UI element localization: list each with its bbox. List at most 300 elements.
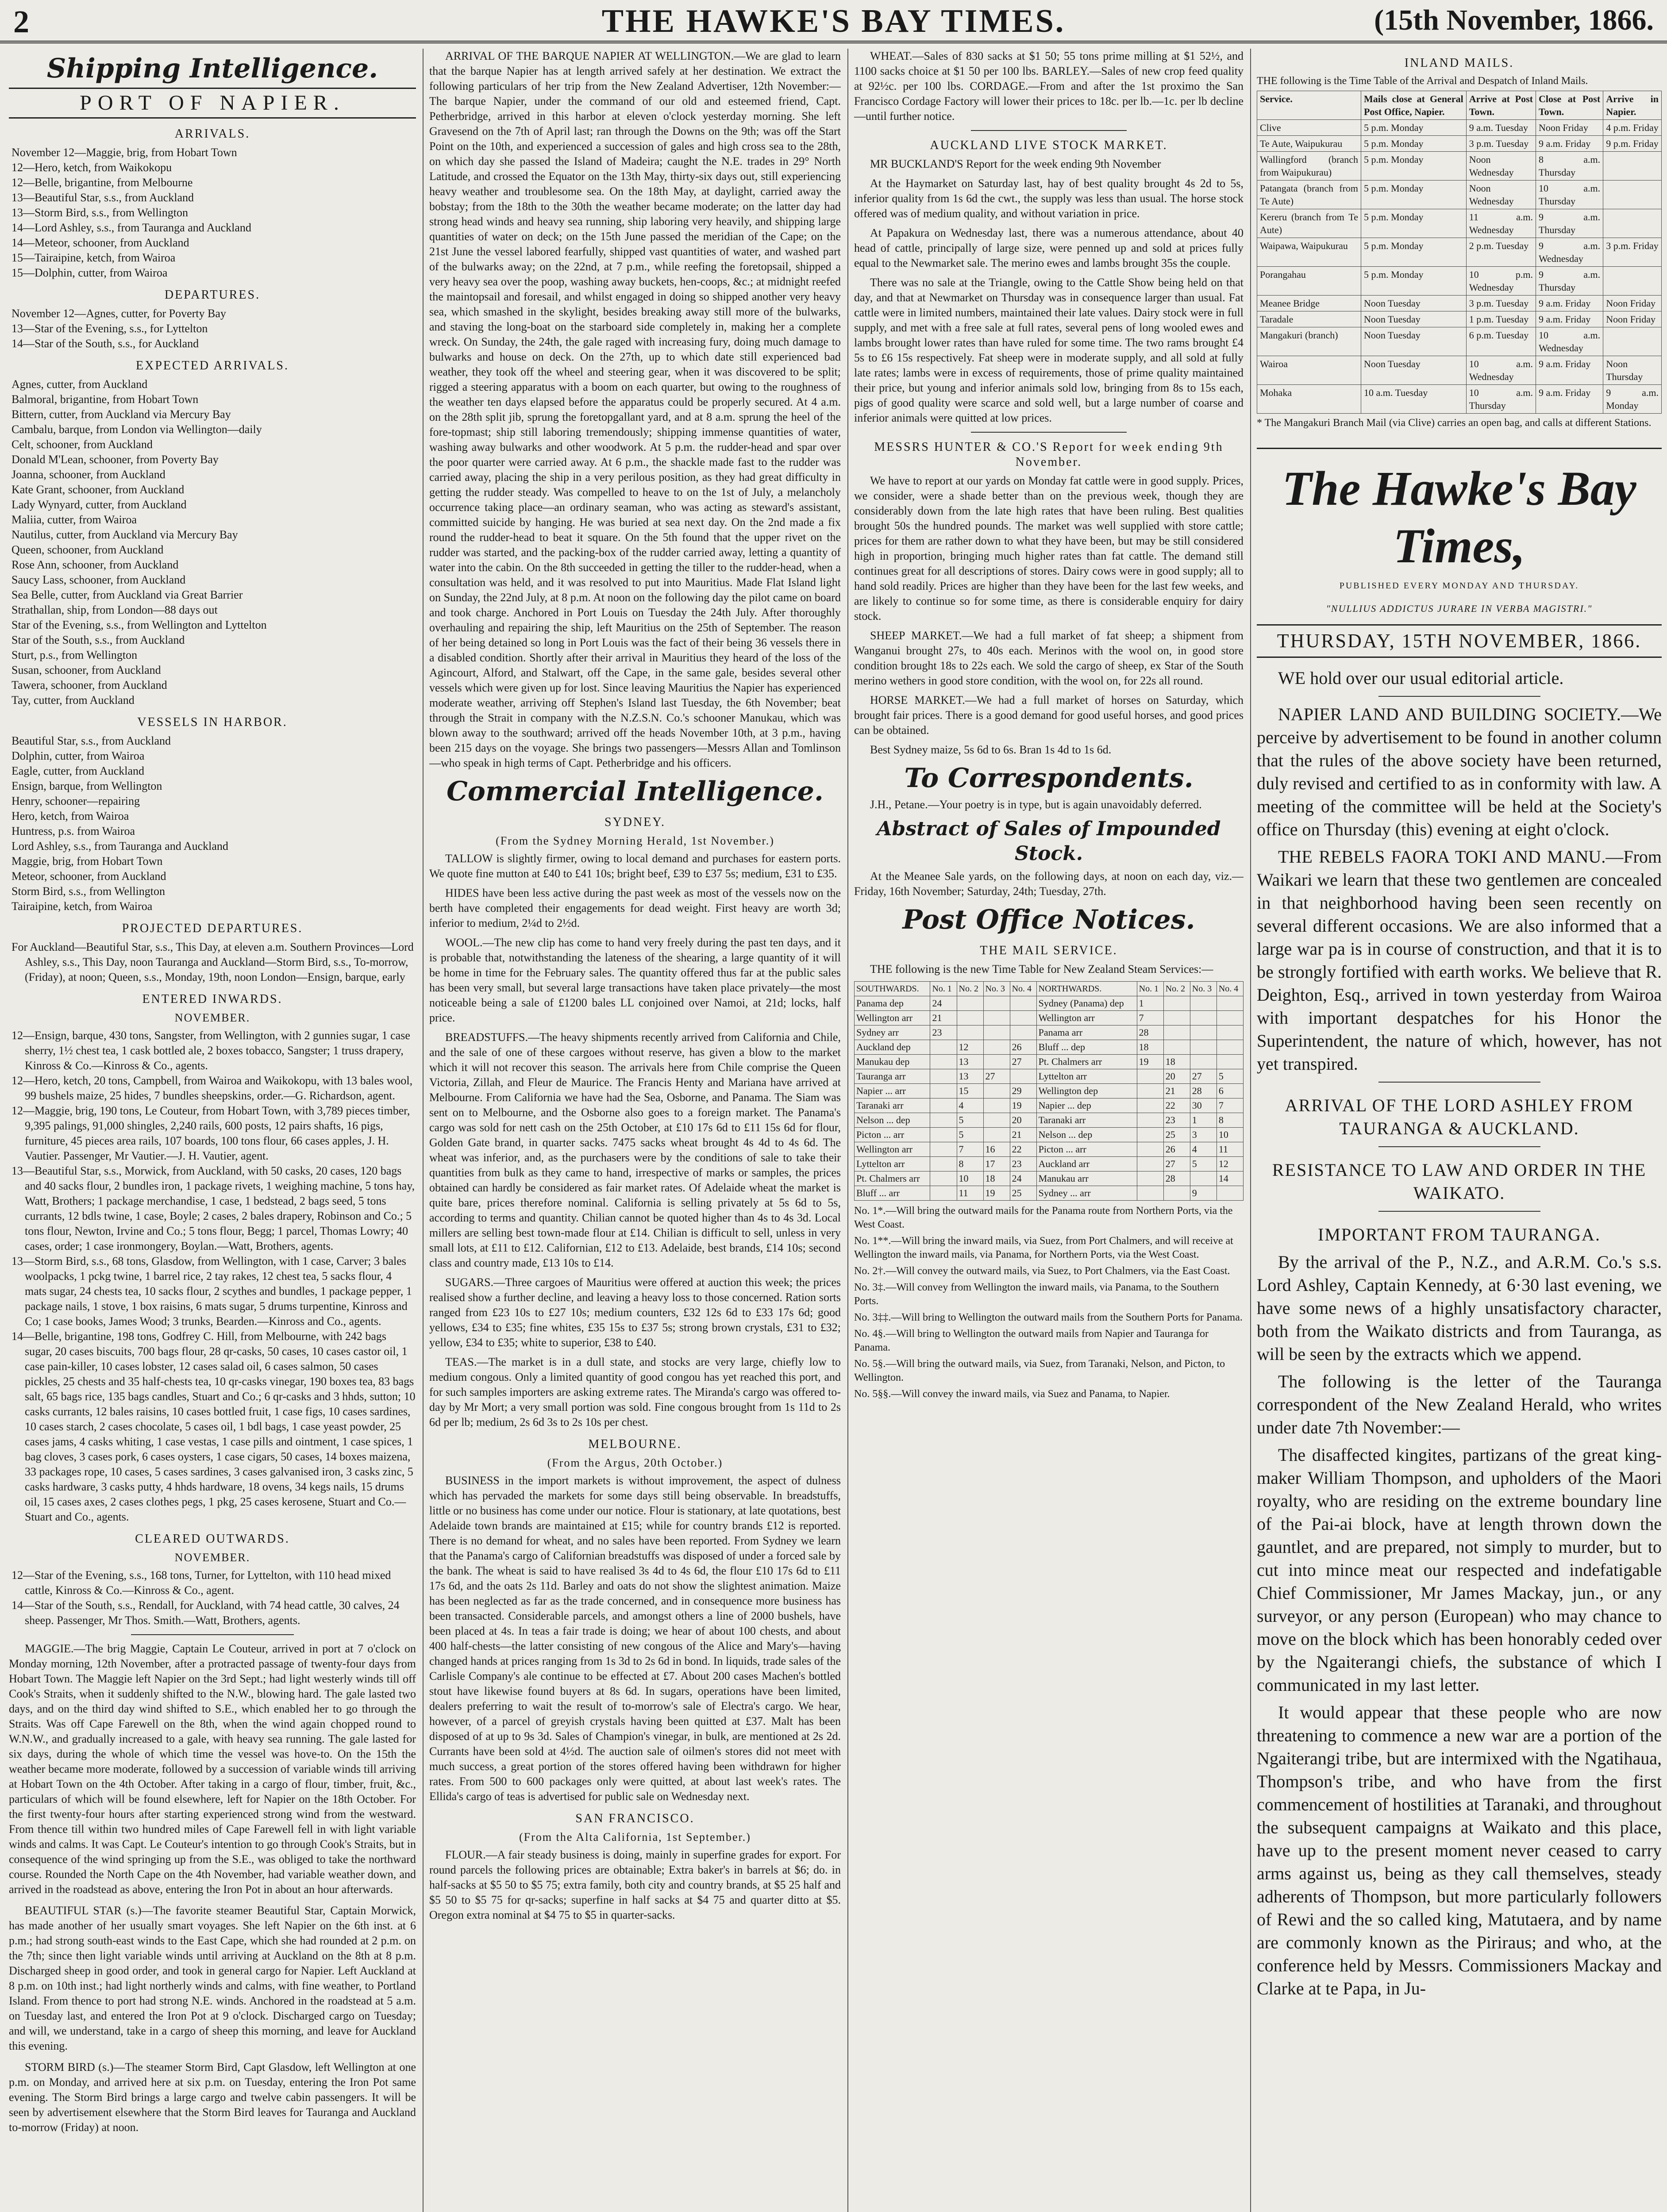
table-cell bbox=[930, 1055, 957, 1069]
table-cell: 26 bbox=[1010, 1040, 1036, 1055]
napier-arrival-article: ARRIVAL OF THE BARQUE NAPIER AT WELLINGTON.—We are glad to learn that the barque Napier has at length arrived safely at her destination. We extract the following particulars of her trip from the New Zealand Advertiser, 12th November:—The barque Napier, under the command of our old and esteemed friend, Capt. Petherbridge, arrived in this harbor at eleven o'clock yesterday morning. She left Gravesend on the 7th of April last; ran through the Downs on the 9th; was off the Start Point on the 10th, and experienced a succession of gales and high cross sea to the 28th, on which day she passed the Island of Madeira; caught the N.E. trades in 29° North Latitude, and crossed the Equator on the 13th May, thirty-six days out, still experiencing heavy weather and troublesome sea. On the 18th May, at daylight, carried away the bobstay; from the 18th to the 30th the weather became moderate; on the latter day had strong head winds and heavy sea running, ship laboring very heavily, and shipping large quantities of water on deck; on the 15th June passed the meridian of the Cape; on the 21st June the vessel labored fearfully, shipped vast quantities of water, and washed part of the bulwarks away; on the 22nd, at 7 p.m., while reefing the foretopsail, shipped a very heavy sea over the poop, washing away buckets, hen-coops, &c.; at midnight reefed the maintopsail and foresail, and whilst engaged in doing so shipped another very heavy sea, which smashed in the skylight, besides breaking away still more of the bulwarks, and staving the long-boat on the starboard side completely in, making her a complete wreck. On Sunday, the 24th, the gale raged with increasing fury, doing much damage to bulwarks and house on deck. On the 27th, up to which date still experienced bad weather, they took off the wheel and steering gear, when it was discovered to be split; rigged a steering apparatus with a boom on each quarter, but owing to the roughness of the weather ten days elapsed before the apparatus could be properly secured. At 4 a.m. on the 28th split jib, sprung the foretopgallant yard, and at 8 a.m. sprung the heel of the fore-topmast; ship still laboring tremendously; shipping immense quantities of water, washing away bulwarks and other woodwork. At 5 p.m. the rudder-head and spar over the poor quarter were carried away. At 6 p.m., the shackle made fast to the rudder was carried away, placing the ship in a very perilous position, as they had great difficulty in getting the rudder steady. Was compelled to heave to on the 1st of July, a melancholy occurrence taking place—an ordinary seaman, who was acting as steward's assistant, committed suicide by hanging. He was buried at sea next day. On the 2nd made a fix round the rudder-head to beat it square. On the 5th found that the upper rivet on the rudder was started, and the packing-box of the rudder carried away, letting a quantity of water into the cabin. On the 8th succeeded in getting the tiller to the rudder-head, when a consultation was held, and it was resolved to put into Mauritius. Made Flat Island light on Sunday, the 22nd July, at 8 p.m. At noon on the following day the pilot came on board and took charge. Anchored in Port Louis on Tuesday the 24th July. After thoroughly overhauling and repairing the ship, left Mauritius on the 25th of September. The reason of her being detained so long in Port Louis was the fact of their being 36 vessels there in a disabled condition. Shortly after their arrival in Mauritius they heard of the loss of the Agincourt, Alford, and Stalwart, off the Cape, in the same gale, besides several other vessels which were given up for lost. Since leaving Mauritius the Napier has experienced moderate weather, arriving off Stephen's Island last Tuesday, the 6th November; beat through the Strait in company with the N.Z.S.N. Co.'s schooner Manukau, which was blown away to the southward; arrived off the heads November 10th, at 3 p.m., having been 215 days on the voyage. She brings two passengers—Messrs Allan and Tomlinson—who speak in high terms of Capt. Petherbridge and his officers. bbox=[429, 50, 841, 769]
table-cell: Wellington arr bbox=[855, 1142, 930, 1157]
table-cell: Kereru (branch from Te Aute) bbox=[1257, 209, 1361, 238]
table-cell: Napier ... arr bbox=[855, 1084, 930, 1098]
table-cell bbox=[1010, 1069, 1036, 1084]
list-item: MR BUCKLAND'S Report for the week ending 9th November bbox=[870, 157, 1161, 170]
table-row bbox=[855, 1011, 1244, 1025]
table-cell: Picton ... arr bbox=[1036, 1142, 1137, 1157]
impounded-text: At the Meanee Sale yards, on the following days, at noon on each day, viz.—Friday, 16th November; Saturday, 24th; Tuesday, 27th. bbox=[854, 870, 1244, 898]
table-cell: Wairoa bbox=[1257, 356, 1361, 385]
table-cell: 9 a.m. Friday bbox=[1536, 136, 1603, 152]
table-cell: 21 bbox=[930, 1011, 957, 1025]
list-item: Tairaipine, ketch, from Wairoa bbox=[12, 900, 153, 913]
mail-notes bbox=[854, 1204, 1244, 1401]
list-item: NAPIER LAND AND BUILDING SOCIETY.—We perceive by advertisement to be found in another column that the rules of the above society have been returned, duly revised and certified to as in conformity with law. A meeting of the committee will be held at the Society's office on Thursday (this) evening at eight o'clock. bbox=[1257, 704, 1662, 839]
column-commercial bbox=[429, 49, 841, 2212]
table-cell bbox=[983, 1025, 1010, 1040]
table-cell bbox=[1163, 996, 1190, 1011]
list-item: 13—Beautiful Star, s.s., from Auckland bbox=[12, 191, 194, 204]
table-cell bbox=[1190, 1011, 1217, 1025]
table-cell: Manukau arr bbox=[1036, 1171, 1137, 1186]
table-cell: 10 a.m. Wednesday bbox=[1466, 356, 1536, 385]
table-cell bbox=[983, 1055, 1010, 1069]
list-item: Best Sydney maize, 5s 6d to 6s. Bran 1s 4d to 1s 6d. bbox=[870, 743, 1112, 756]
table-cell bbox=[930, 1084, 957, 1098]
table-cell: 11 a.m. Wednesday bbox=[1466, 209, 1536, 238]
table-header-cell: No. 2 bbox=[1163, 982, 1190, 996]
table-cell: 10 bbox=[957, 1171, 983, 1186]
list-item: Hero, ketch, from Wairoa bbox=[12, 810, 129, 822]
table-cell: 27 bbox=[1010, 1055, 1036, 1069]
table-row bbox=[1257, 356, 1662, 385]
livestock-paragraphs bbox=[854, 157, 1244, 426]
table-header-cell: Close at Post Town. bbox=[1536, 91, 1603, 120]
table-cell bbox=[1137, 1084, 1163, 1098]
table-cell: Wellington arr bbox=[1036, 1011, 1137, 1025]
livestock-heading: AUCKLAND LIVE STOCK MARKET. bbox=[930, 138, 1168, 152]
table-cell: 4 p.m. Friday bbox=[1603, 120, 1662, 136]
list-item: The following is the letter of the Tauranga correspondent of the New Zealand Herald, who writes under date 7th November:— bbox=[1257, 1371, 1662, 1437]
list-item: Saucy Lass, schooner, from Auckland bbox=[12, 573, 186, 586]
table-cell: Noon Tuesday bbox=[1361, 296, 1467, 311]
table-header-cell: No. 3 bbox=[1190, 982, 1217, 996]
page-number: 2 bbox=[13, 4, 29, 39]
table-cell: 10 p.m. Wednesday bbox=[1466, 267, 1536, 296]
table-cell: 2 p.m. Tuesday bbox=[1466, 238, 1536, 267]
table-cell: 23 bbox=[930, 1025, 957, 1040]
table-row bbox=[855, 1157, 1244, 1171]
table-cell: Patangata (branch from Te Aute) bbox=[1257, 180, 1361, 209]
table-cell: 21 bbox=[1010, 1128, 1036, 1142]
mail-timetable-body bbox=[855, 996, 1244, 1201]
table-header-cell: No. 3 bbox=[983, 982, 1010, 996]
list-item: Star of the Evening, s.s., from Wellington and Lyttelton bbox=[12, 618, 267, 631]
table-header-cell: Mails close at General Post Office, Napier. bbox=[1361, 91, 1467, 120]
table-cell: 6 bbox=[1217, 1084, 1243, 1098]
list-item: It would appear that these people who are now threatening to commence a new war are a portion of the Ngaiterangi tribe, but are intermixed with the Ngatihaua, Thompson's tribe, and who have from the first commencement of hostilities at Taranaki, and throughout the subsequent campaigns at Waikato and this place, have up to the present moment never ceased to carry arms against us, being as they call themselves, steady adherents of Thompson, but more particularly followers of Rewi and the so called king, Matutaera, and by name are commonly known as the Piriraus; and who, at the conference held by Messrs. Commissioners Mackay and Clarke at te Papa, in Ju- bbox=[1257, 1702, 1662, 1998]
list-item: 14—Meteor, schooner, from Auckland bbox=[12, 236, 189, 249]
table-cell: Pt. Chalmers arr bbox=[855, 1171, 930, 1186]
list-item: Maliia, cutter, from Wairoa bbox=[12, 513, 137, 526]
list-item: No. 5§.—Will bring the outward mails, via Suez, from Taranaki, Nelson, and Picton, to Wellington. bbox=[854, 1358, 1225, 1383]
table-cell: 5 bbox=[1217, 1069, 1243, 1084]
ship-notes bbox=[9, 1641, 416, 2135]
list-item: Bittern, cutter, from Auckland via Mercury Bay bbox=[12, 408, 231, 421]
list-item: Queen, schooner, from Auckland bbox=[12, 543, 164, 556]
table-cell: 23 bbox=[1163, 1113, 1190, 1128]
table-cell: 12 bbox=[1217, 1157, 1243, 1171]
impounded-heading: Abstract of Sales of Impounded Stock. bbox=[877, 818, 1221, 865]
list-item: No. 3‡‡.—Will bring to Wellington the outward mails from the Southern Ports for Panama. bbox=[854, 1312, 1243, 1323]
table-row bbox=[1257, 180, 1662, 209]
table-header-cell: No. 4 bbox=[1217, 982, 1243, 996]
table-cell: 10 a.m. Wednesday bbox=[1536, 327, 1603, 356]
table-cell bbox=[1190, 1040, 1217, 1055]
inland-table-body bbox=[1257, 120, 1662, 414]
table-cell: 1 bbox=[1190, 1113, 1217, 1128]
table-cell bbox=[1217, 996, 1243, 1011]
table-cell bbox=[1163, 1011, 1190, 1025]
table-cell: 9 a.m. Monday bbox=[1603, 385, 1662, 414]
table-cell: Picton ... arr bbox=[855, 1128, 930, 1142]
table-cell: 21 bbox=[1163, 1084, 1190, 1098]
table-cell bbox=[1137, 1142, 1163, 1157]
table-cell: 14 bbox=[1217, 1171, 1243, 1186]
sanfrancisco-heading: SAN FRANCISCO. bbox=[575, 1812, 695, 1825]
table-header-cell: Service. bbox=[1257, 91, 1361, 120]
table-cell bbox=[1163, 1025, 1190, 1040]
table-cell: 9 a.m. Tuesday bbox=[1466, 120, 1536, 136]
list-item: No. 4§.—Will bring to Wellington the outward mails from Napier and Tauranga for Panama. bbox=[854, 1328, 1209, 1353]
list-item: Henry, schooner—repairing bbox=[12, 795, 140, 807]
table-cell bbox=[1217, 1011, 1243, 1025]
inland-table-header bbox=[1257, 91, 1662, 120]
list-item: 13—Beautiful Star, s.s., Morwick, from Auckland, with 50 casks, 20 cases, 120 bags and 40 sacks flour, 2 bundles iron, 1 package rivets, 1 weighing machine, 5 tons hay, Watt, Brothers; 1 package merchandise, 1 case, 1 bedstead, 2 bags seed, 5 tons currants, 12 bdls twine, 1 case, Boyle; 2 cases, 2 bales drapery, Robinson and Co.; 5 tons flour, Newton, Irvine and Co.; 5 tons flour, Begg; 1 parcel, Thomas Lowry; 40 cases, order; 1 case ironmongery, Boylan.—Watt, Brothers, agents. bbox=[12, 1164, 415, 1252]
lord-ashley-heading: ARRIVAL OF THE LORD ASHLEY FROM TAURANGA & AUCKLAND. bbox=[1285, 1095, 1634, 1138]
table-cell: 5 p.m. Monday bbox=[1361, 136, 1467, 152]
divider bbox=[131, 1634, 294, 1635]
expected-list bbox=[9, 377, 416, 708]
table-header-cell: Arrive in Napier. bbox=[1603, 91, 1662, 120]
table-cell: Bluff ... arr bbox=[855, 1186, 930, 1201]
list-item: SHEEP MARKET.—We had a full market of fat sheep; a shipment from Wanganui brought 27s, to 40s each. Merinos with the wool on, in good store condition brought 18s to 22s each. We sold the cargo of sheep, ex Star of the South merino wethers in good store condition, with the wool on, for 22s all round. bbox=[854, 629, 1244, 687]
list-item: HIDES have been less active during the past week as most of the vessels now on the berth have completed their engagements for dead weight. First heavy are worth 3d; inferior to medium, 2¼d to 2½d. bbox=[429, 887, 841, 929]
table-cell: 30 bbox=[1190, 1098, 1217, 1113]
table-cell bbox=[930, 1040, 957, 1055]
table-cell bbox=[930, 1113, 957, 1128]
list-item: Sea Belle, cutter, from Auckland via Great Barrier bbox=[12, 588, 243, 601]
table-cell bbox=[930, 1142, 957, 1157]
port-heading: PORT OF NAPIER. bbox=[9, 88, 416, 119]
divider bbox=[1378, 1211, 1540, 1212]
harbor-heading: VESSELS IN HARBOR. bbox=[137, 715, 288, 729]
list-item: 15—Tairaipine, ketch, from Wairoa bbox=[12, 251, 176, 264]
departures-list bbox=[9, 306, 416, 351]
list-item: Beautiful Star, s.s., from Auckland bbox=[12, 734, 171, 747]
table-cell: Auckland arr bbox=[1036, 1157, 1137, 1171]
table-cell: Wallingford (branch from Waipukurau) bbox=[1257, 152, 1361, 180]
table-cell: Mohaka bbox=[1257, 385, 1361, 414]
table-cell: Panama dep bbox=[855, 996, 930, 1011]
table-cell: Porangahau bbox=[1257, 267, 1361, 296]
table-cell: 8 a.m. Thursday bbox=[1536, 152, 1603, 180]
table-cell: Wellington arr bbox=[855, 1011, 930, 1025]
table-cell bbox=[1137, 1069, 1163, 1084]
table-cell bbox=[930, 1157, 957, 1171]
table-cell: 3 bbox=[1190, 1128, 1217, 1142]
list-item: November 12—Maggie, brig, from Hobart Town bbox=[12, 146, 237, 159]
list-item: 12—Star of the Evening, s.s., 168 tons, Turner, for Lyttelton, with 110 head mixed cattle, Kinross & Co.—Kinross & Co., agent. bbox=[12, 1569, 391, 1597]
table-cell bbox=[983, 1040, 1010, 1055]
list-item: TEAS.—The market is in a dull state, and stocks are very large, chiefly low to medium congous. Only a limited quantity of good congou has yet reached this port, and for such samples importers are asking extreme rates. The Miranda's cargo was offered to-day by Mr Mort; a very small portion was sold. Fine congous brought from 1s 11d to 2s 6d per lb; medium, 2s 6d 3s to 2s 10s per chest. bbox=[429, 1356, 841, 1429]
editorial-body bbox=[1257, 667, 1662, 2000]
list-item: No. 1*.—Will bring the outward mails for the Panama route from Northern Ports, via the West Coast. bbox=[854, 1205, 1233, 1230]
table-cell: 16 bbox=[983, 1142, 1010, 1157]
table-cell: 9 p.m. Friday bbox=[1603, 136, 1662, 152]
list-item: Susan, schooner, from Auckland bbox=[12, 664, 161, 676]
table-cell bbox=[1603, 180, 1662, 209]
list-item: MAGGIE.—The brig Maggie, Captain Le Couteur, arrived in port at 7 o'clock on Monday morning, 12th November, after a protracted passage of twenty-four days from Hobart Town. The Maggie left Napier on the 3rd Sept.; had light westerly winds till off Cook's Straits, when it suddenly shifted to the N.W., blowing hard. The gale lasted two days, and on the third day wind shifted to S.E., which enabled her to go through the Straits. Was off Cape Farewell on the 8th, when the wind again chopped round to W.N.W., and gradually increased to a gale, with heavy sea running. The gale lasted for six days, during the whole of which time the vessel was hove-to. On the 15th the weather became more moderate, followed by a succession of variable winds till arriving at Hobart Town on the 4th October. After taking in a cargo of flour, timber, fruit, &c., particulars of which will be found elsewhere, left for Napier on the 18th October. For the first twenty-four hours after starting experienced strong wind from the westward. From thence till within two hundred miles of Cape Farewell fell in with light variable winds and calms. It was Capt. Le Couteur's intention to go through Cook's Straits, but in consequence of the wind springing up from the S.E., was obliged to take the northward course. Rounded the North Cape on the 4th November, had variable weather down, and arrived in the roadstead as above, entering the Iron Pot in about an hour afterwards. bbox=[9, 1642, 416, 1896]
table-cell: 18 bbox=[1137, 1040, 1163, 1055]
table-cell bbox=[1137, 1157, 1163, 1171]
table-cell: 5 p.m. Monday bbox=[1361, 209, 1467, 238]
table-cell: 27 bbox=[983, 1069, 1010, 1084]
divider bbox=[1378, 1082, 1540, 1083]
table-cell bbox=[930, 1069, 957, 1084]
hunter-heading: MESSRS HUNTER & CO.'S Report for week ending 9th November. bbox=[874, 440, 1224, 469]
table-cell: Tauranga arr bbox=[855, 1069, 930, 1084]
table-cell: 11 bbox=[957, 1186, 983, 1201]
mail-timetable bbox=[854, 981, 1244, 1201]
list-item: Tawera, schooner, from Auckland bbox=[12, 679, 167, 691]
table-cell: 25 bbox=[1010, 1186, 1036, 1201]
table-cell: Bluff ... dep bbox=[1036, 1040, 1137, 1055]
list-item: Dolphin, cutter, from Wairoa bbox=[12, 749, 145, 762]
table-cell: 13 bbox=[957, 1055, 983, 1069]
table-cell bbox=[1190, 1055, 1217, 1069]
sydney-source: (From the Sydney Morning Herald, 1st November.) bbox=[496, 834, 774, 847]
list-item: The disaffected kingites, partizans of the great king-maker William Thompson, and upholders of the Maori royalty, who are residing on the extreme boundary line of the Pai-ai block, have at length thrown down the gauntlet, and are prepared, not simply to murder, but to cut into mince meat our respected and indefatigable Chief Commissioner, Mr James Mackay, jun., or any surveyor, or any person (European) who may chance to move on the block which has been honorably ceded over by the Ngaiterangi chiefs, the substance of which I communicated in my last letter. bbox=[1257, 1445, 1662, 1695]
melbourne-paragraphs bbox=[429, 1473, 841, 1804]
table-row bbox=[1257, 267, 1662, 296]
editorial-masthead: The Hawke's Bay Times, bbox=[1257, 448, 1662, 575]
list-item: 12—Hero, ketch, 20 tons, Campbell, from Wairoa and Waikokopu, with 13 bales wool, 99 bushels maize, 25 hides, 7 bundles sheepskins, order.—G. Richardson, agent. bbox=[12, 1074, 413, 1102]
table-cell bbox=[1217, 1055, 1243, 1069]
list-item: HORSE MARKET.—We had a full market of horses on Saturday, which brought fair prices. There is a good demand for good useful horses, and good prices can be obtained. bbox=[854, 694, 1244, 737]
table-cell: 5 bbox=[957, 1113, 983, 1128]
tauranga-heading: IMPORTANT FROM TAURANGA. bbox=[1318, 1225, 1601, 1244]
table-cell bbox=[1190, 996, 1217, 1011]
table-cell: 19 bbox=[983, 1186, 1010, 1201]
list-item: Joanna, schooner, from Auckland bbox=[12, 468, 166, 481]
table-cell: 7 bbox=[957, 1142, 983, 1157]
list-item: Strathallan, ship, from London—88 days out bbox=[12, 603, 218, 616]
table-cell: 10 bbox=[1217, 1128, 1243, 1142]
entered-list bbox=[9, 1028, 416, 1525]
table-cell: 9 a.m. Friday bbox=[1536, 296, 1603, 311]
tauranga-paragraphs bbox=[1257, 1251, 1662, 2000]
table-cell: 9 a.m. Friday bbox=[1536, 311, 1603, 327]
table-cell bbox=[957, 1011, 983, 1025]
table-cell: Auckland dep bbox=[855, 1040, 930, 1055]
list-item: Balmoral, brigantine, from Hobart Town bbox=[12, 393, 199, 406]
table-header-cell: No. 2 bbox=[957, 982, 983, 996]
table-cell: 10 a.m. Thursday bbox=[1466, 385, 1536, 414]
table-row bbox=[855, 1113, 1244, 1128]
list-item: 15—Dolphin, cutter, from Wairoa bbox=[12, 266, 168, 279]
table-cell: 27 bbox=[1190, 1069, 1217, 1084]
editorial-date: THURSDAY, 15TH NOVEMBER, 1866. bbox=[1257, 624, 1662, 658]
table-cell bbox=[957, 1025, 983, 1040]
table-cell: Mangakuri (branch) bbox=[1257, 327, 1361, 356]
list-item: 13—Star of the Evening, s.s., for Lyttelton bbox=[12, 322, 208, 335]
column-rule bbox=[1250, 49, 1251, 2212]
table-cell bbox=[1137, 1171, 1163, 1186]
table-cell: Clive bbox=[1257, 120, 1361, 136]
table-cell: Noon Tuesday bbox=[1361, 327, 1467, 356]
divider bbox=[1378, 696, 1540, 697]
list-item: 14—Star of the South, s.s., Rendall, for Auckland, with 74 head cattle, 30 calves, 24 sheep. Passenger, Mr Thos. Smith.—Watt, Brothers, agents. bbox=[12, 1599, 400, 1627]
list-item: 12—Maggie, brig, 190 tons, Le Couteur, from Hobart Town, with 3,789 pieces timber, 9,395 palings, 91,000 shingles, 2,240 rails, 600 posts, 12 pairs shafts, 16 pigs, furniture, 45 pieces area rails, 107 boards, 100 tons flour, 66 cases apples, J. H. Vautier. Passenger, Mr Vautier.—J. H. Vautier, agent. bbox=[12, 1104, 410, 1162]
table-header-cell: Arrive at Post Town. bbox=[1466, 91, 1536, 120]
table-cell: 3 p.m. Friday bbox=[1603, 238, 1662, 267]
table-cell: 20 bbox=[1163, 1069, 1190, 1084]
table-cell: Taranaki arr bbox=[855, 1098, 930, 1113]
table-cell bbox=[1217, 1025, 1243, 1040]
list-item: 14—Star of the South, s.s., for Auckland bbox=[12, 337, 199, 350]
correspondents-heading: To Correspondents. bbox=[904, 763, 1193, 794]
table-cell bbox=[1137, 1113, 1163, 1128]
list-item: We have to report at our yards on Monday fat cattle were in good supply. Prices, we consider, were a shade better than on the previous week, though they are considerably down from the late high rates that have been ruling. Best qualities brought 50s the hundred pounds. The market was well supplied with store cattle; prices for them are rather down to what they have been, but may be still considered high in proportion, bringing much higher rates than fat cattle. The demand still continues great for all descriptions of stores. Dairy cows were in good supply; all to hand sold readily. Prices are higher than they have been for the last few weeks, and are likely to continue so for some time, as there is considerable enquiry for dairy stock. bbox=[854, 474, 1244, 622]
editorial-intro: WE hold over our usual editorial article. bbox=[1278, 668, 1564, 688]
table-row bbox=[855, 1025, 1244, 1040]
table-cell bbox=[983, 1084, 1010, 1098]
table-row bbox=[855, 1128, 1244, 1142]
table-row bbox=[855, 996, 1244, 1011]
table-cell bbox=[1603, 152, 1662, 180]
entered-month: NOVEMBER. bbox=[174, 1011, 250, 1024]
table-cell: 13 bbox=[957, 1069, 983, 1084]
table-cell: 6 p.m. Tuesday bbox=[1466, 327, 1536, 356]
column-rule bbox=[847, 49, 848, 2212]
table-cell: 18 bbox=[983, 1171, 1010, 1186]
column-editorial bbox=[1257, 49, 1662, 2212]
table-cell: Nelson ... dep bbox=[1036, 1128, 1137, 1142]
table-cell: 15 bbox=[957, 1084, 983, 1098]
table-cell: Sydney arr bbox=[855, 1025, 930, 1040]
list-item: Storm Bird, s.s., from Wellington bbox=[12, 885, 165, 898]
harbor-list bbox=[9, 733, 416, 914]
table-cell: 22 bbox=[1010, 1142, 1036, 1157]
table-cell: 1 p.m. Tuesday bbox=[1466, 311, 1536, 327]
table-cell: 20 bbox=[1010, 1113, 1036, 1128]
list-item: Donald M'Lean, schooner, from Poverty Bay bbox=[12, 453, 219, 466]
table-cell bbox=[1137, 1186, 1163, 1201]
table-cell: Meanee Bridge bbox=[1257, 296, 1361, 311]
inland-mails-intro: THE following is the Time Table of the Arrival and Despatch of Inland Mails. bbox=[1257, 75, 1588, 87]
publication-line: PUBLISHED EVERY MONDAY AND THURSDAY. bbox=[1339, 581, 1579, 591]
table-cell: 19 bbox=[1137, 1055, 1163, 1069]
table-cell bbox=[1217, 1186, 1243, 1201]
section-heading-shipping: Shipping Intelligence. bbox=[46, 53, 378, 84]
table-row bbox=[855, 1055, 1244, 1069]
table-header-cell: No. 4 bbox=[1010, 982, 1036, 996]
list-item: No. 3‡.—Will convey from Wellington the inward mails, via Panama, to the Southern Ports. bbox=[854, 1282, 1219, 1307]
table-header-cell: No. 1 bbox=[930, 982, 957, 996]
list-item: Kate Grant, schooner, from Auckland bbox=[12, 483, 185, 496]
list-item: BREADSTUFFS.—The heavy shipments recently arrived from California and Chile, and the sale of one of these cargoes without reserve, has given a blow to the market which it will not recover this season. The arrivals here from Chile comprise the Queen Victoria, Zillah, and Fleur de Maurice. The Francis Henty and Mariana have arrived at Melbourne. From California we have had the Sea, Osborne, and Panama. The Siam was sent on to Melbourne, and the Osborne also goes to a foreign market. The Panama's cargo was sold for nett cash on the 25th October, at £10 17s 6d to £11 15s 6d for flour, Golden Gate brand, in quarter sacks. 7475 sacks wheat brought 4s 4d to 4s 6d. The wheat was inferior, and, as the purchasers were by the conditions of sale to take their quantities from bulk as they came to hand, irrespective of marks or samples, the prices obtained can hardly be considered as fair market rates. Of Adelaide wheat the market is quite bare, prices therefore nominal. California is selling privately at 5s 6d to 5s, according to terms and quantity. Chilian cannot be quoted higher than 4s to 4s 3d. Local millers are selling best town-made flour at £14. Chilian is difficult to sell, unless in very small lots, at £11 to £12. Californian, £12 to £13. Adelaide, best brands, £14 10s; second class and country made, £13 10s to £14. bbox=[429, 1031, 841, 1269]
table-cell: 19 bbox=[1010, 1098, 1036, 1113]
table-cell: 5 p.m. Monday bbox=[1361, 180, 1467, 209]
table-cell: Noon Friday bbox=[1603, 311, 1662, 327]
table-cell bbox=[1603, 209, 1662, 238]
correspondents-text: J.H., Petane.—Your poetry is in type, but is again unavoidably deferred. bbox=[870, 798, 1202, 811]
table-row bbox=[1257, 238, 1662, 267]
divider bbox=[1378, 1146, 1540, 1147]
newspaper-title: THE HAWKE'S BAY TIMES. bbox=[601, 3, 1066, 39]
table-cell: Noon Tuesday bbox=[1361, 356, 1467, 385]
list-item: STORM BIRD (s.)—The steamer Storm Bird, Capt Glasdow, left Wellington at one p.m. on Monday, and arrived here at six p.m. on Tuesday, entering the Iron Pot same evening. The Storm Bird brings a large cargo and twelve cabin passengers. It will be seen by advertisement elsewhere that the Storm Bird leaves for Tauranga and Auckland to-morrow (Friday) at noon. bbox=[9, 2061, 416, 2134]
list-item: Eagle, cutter, from Auckland bbox=[12, 764, 145, 777]
table-cell: 25 bbox=[1163, 1128, 1190, 1142]
table-cell: 24 bbox=[1010, 1171, 1036, 1186]
table-cell: 9 a.m. Wednesday bbox=[1536, 238, 1603, 267]
list-item: By the arrival of the P., N.Z., and A.R.M. Co.'s s.s. Lord Ashley, Captain Kennedy, at 6·30 last evening, we have some news of a highly unsatisfactory character, both from the Waikato districts and from Tauranga, as will be seen by the extracts which we append. bbox=[1257, 1252, 1662, 1364]
list-item: Lord Ashley, s.s., from Tauranga and Auckland bbox=[12, 840, 228, 853]
table-row bbox=[1257, 209, 1662, 238]
table-cell: 26 bbox=[1163, 1142, 1190, 1157]
list-item: Celt, schooner, from Auckland bbox=[12, 438, 153, 451]
table-cell: 10 a.m. Tuesday bbox=[1361, 385, 1467, 414]
table-cell: Lyttelton arr bbox=[855, 1157, 930, 1171]
table-cell: 12 bbox=[957, 1040, 983, 1055]
list-item: Lady Wynyard, cutter, from Auckland bbox=[12, 498, 187, 511]
mail-timetable-header bbox=[855, 982, 1244, 996]
entered-heading: ENTERED INWARDS. bbox=[142, 992, 283, 1006]
list-item: BUSINESS in the import markets is without improvement, the aspect of dulness which has pervaded the markets for some days still being observable. In breadstuffs, little or no business has come under our notice. Flour is stationary, at late quotations, best Adelaide town brands are maintained at £15; while for country brands £12 is reported. There is no demand for wheat, and no sales have been reported. From Sydney we learn that the Panama's cargo of Californian breadstuffs was disposed of under a forced sale by the bank. The wheat is said to have realised 3s 4d to 4s 6d, the flour £10 17s 6d to £11 17s 6d, and the oats 2s 11d. Barley and oats do not show the slightest animation. Maize has been neglected as far as the trade concerned, and in consequence more business has been transacted. Considerable parcels, and amongst others a line of 2000 bushels, have been placed at 4s. In teas a fair trade is doing; we hear of about 100 chests, and about 400 half-chests—the latter consisting of new congous of the Alice and Mary's—having changed hands at prices ranging from 1s 3d to 2s 6d in bond. In liquids, trade sales of the Carlisle Company's ale continue to be effected at £7. About 200 cases Machen's bottled stout have likewise found buyers at 8s 6d. In sugars, operations have been limited, dealers preferring to wait the result of to-morrow's sale of Electra's cargo. We hear, however, of a parcel of greyish crystals having been quitted at £37. Malt has been disposed of at up to 9s 3d. Sales of Champion's vinegar, in bulk, are mentioned at 2s 2d. Currants have been sold at 4½d. The auction sale of oilmen's stores did not meet with much success, a great portion of the stores offered having been withdrawn for higher rates. From 500 to 600 packages only were quitted, at about last week's rates. The Ellida's cargo of teas is advertised for public sale on Wednesday next. bbox=[429, 1474, 841, 1803]
masthead bbox=[0, 0, 1667, 43]
table-cell: 9 a.m. Thursday bbox=[1536, 209, 1603, 238]
table-cell: 5 p.m. Monday bbox=[1361, 152, 1467, 180]
list-item: No. 1**.—Will bring the inward mails, via Suez, from Port Chalmers, and will receive at Wellington the inward mails, via Panama, for Northern Ports, via the West Coast. bbox=[854, 1235, 1233, 1260]
table-cell bbox=[1217, 1040, 1243, 1055]
table-cell: 4 bbox=[957, 1098, 983, 1113]
table-cell: 18 bbox=[1163, 1055, 1190, 1069]
table-cell: Noon Tuesday bbox=[1361, 311, 1467, 327]
table-row bbox=[1257, 136, 1662, 152]
table-cell: 24 bbox=[930, 996, 957, 1011]
list-item: There was no sale at the Triangle, owing to the Cattle Show being held on that day, and that at Newmarket on Thursday was in consequence larger than usual. Fat cattle were in limited numbers, maintained their late values. Dairy stock were in full supply, and met with a free sale at full rates, several pens of long wooled ewes and lambs brought lower rates than have ruled for some time. The two rams brought £4 5s to £6 15s respectively. Fat sheep were in moderate supply, and all sold at fully late rates; lambs were in excess of requirements, those of prime quality maintained their price, but young and inferior animals sold low, bringing from 8s to 15s each, pigs of good quality were scarce and sold well, but a large number of coarse and inferior animals were quitted at low prices. bbox=[854, 276, 1244, 424]
column-shipping bbox=[9, 49, 416, 2212]
table-cell: 7 bbox=[1217, 1098, 1243, 1113]
table-cell: 3 p.m. Tuesday bbox=[1466, 296, 1536, 311]
sanfrancisco-paragraphs bbox=[429, 1847, 841, 1923]
table-cell bbox=[1010, 1025, 1036, 1040]
editorial-paragraphs bbox=[1257, 703, 1662, 1075]
resistance-heading: RESISTANCE TO LAW AND ORDER IN THE WAIKATO. bbox=[1272, 1160, 1647, 1203]
list-item: 12—Ensign, barque, 430 tons, Sangster, from Wellington, with 2 gunnies sugar, 1 case sherry, 1½ chest tea, 1 cask bottled ale, 2 boxes tobacco, Sangster; 1 truss drapery, Kinross & Co.—Kinross & Co., agents. bbox=[12, 1029, 410, 1072]
table-cell: Nelson ... dep bbox=[855, 1113, 930, 1128]
list-item: Star of the South, s.s., from Auckland bbox=[12, 634, 185, 646]
list-item: 13—Storm Bird, s.s., 68 tons, Glasdow, from Wellington, with 1 case, Carver; 3 bales woolpacks, 1 pckg twine, 1 barrel rice, 2 tay rakes, 12 chest tea, 5 sacks flour, 4 mats sugar, 24 chests tea, 10 sacks flour, 2 scythes and bundles, 1 package pepper, 1 package nails, 1 stove, 1 box raisins, 6 mats sugar, 5 drums turpentine, Kinross and Co; 1 case books, James Wood; 3 trunks, Bearden.—Kinross and Co., agents. bbox=[12, 1255, 412, 1328]
table-cell: Waipawa, Waipukurau bbox=[1257, 238, 1361, 267]
inland-mails-table bbox=[1257, 91, 1662, 414]
table-cell: 28 bbox=[1190, 1084, 1217, 1098]
table-row bbox=[855, 1186, 1244, 1201]
list-item: 12—Belle, brigantine, from Melbourne bbox=[12, 176, 193, 189]
table-cell bbox=[1163, 1040, 1190, 1055]
sanfrancisco-source: (From the Alta California, 1st September.) bbox=[519, 1831, 751, 1843]
table-cell: 5 p.m. Monday bbox=[1361, 120, 1467, 136]
table-cell: Noon Thursday bbox=[1603, 356, 1662, 385]
table-cell: Napier ... dep bbox=[1036, 1098, 1137, 1113]
table-cell: Lyttelton arr bbox=[1036, 1069, 1137, 1084]
table-row bbox=[855, 1098, 1244, 1113]
list-item: Meteor, schooner, from Auckland bbox=[12, 870, 166, 883]
table-row bbox=[1257, 296, 1662, 311]
list-item: 14—Belle, brigantine, 198 tons, Godfrey C. Hill, from Melbourne, with 242 bags sugar, 20 cases biscuits, 700 bags flour, 28 qr-casks, 50 cases, 10 cases castor oil, 1 case pain-killer, 10 cases lobster, 12 cases salad oil, 6 cases salmon, 50 cases pickles, 25 chests and 35 half-chests tea, 10 qr-casks vinegar, 190 boxes tea, 83 bags salt, 65 bags rice, 135 bags candles, Stuart and Co.; 6 qr-casks and 3 hhds, sutton; 10 casks currants, 12 bales raisins, 10 cases bottled fruit, 1 case figs, 10 cases sardines, 10 cases starch, 2 cases chocolate, 5 cases oil, 1 bdl bags, 1 case yeast powder, 25 cases jams, 4 casks whiting, 1 case vestas, 1 case pills and ointment, 1 case spices, 1 bag cloves, 3 cases pork, 6 cases oysters, 1 case cigars, 50 cases, 14 boxes maizena, 33 packages rope, 10 cases, 5 cases sardines, 3 cases galvanised iron, 3 casks zinc, 5 casks hardware, 3 casks putty, 4 hhds hardware, 18 ovens, 34 kegs nails, 15 drums oil, 15 cases axes, 2 cases clothes pegs, 1 pkg, 25 cases kerosene, Stuart and Co.—Stuart and Co., agents. bbox=[12, 1330, 416, 1523]
table-cell: 7 bbox=[1137, 1011, 1163, 1025]
table-cell bbox=[1190, 1171, 1217, 1186]
table-cell bbox=[1190, 1025, 1217, 1040]
table-header-cell: No. 1 bbox=[1137, 982, 1163, 996]
table-cell: 22 bbox=[1163, 1098, 1190, 1113]
table-cell bbox=[1137, 1128, 1163, 1142]
melbourne-source: (From the Argus, 20th October.) bbox=[547, 1456, 723, 1469]
table-cell: 9 bbox=[1190, 1186, 1217, 1201]
list-item: Maggie, brig, from Hobart Town bbox=[12, 855, 163, 868]
